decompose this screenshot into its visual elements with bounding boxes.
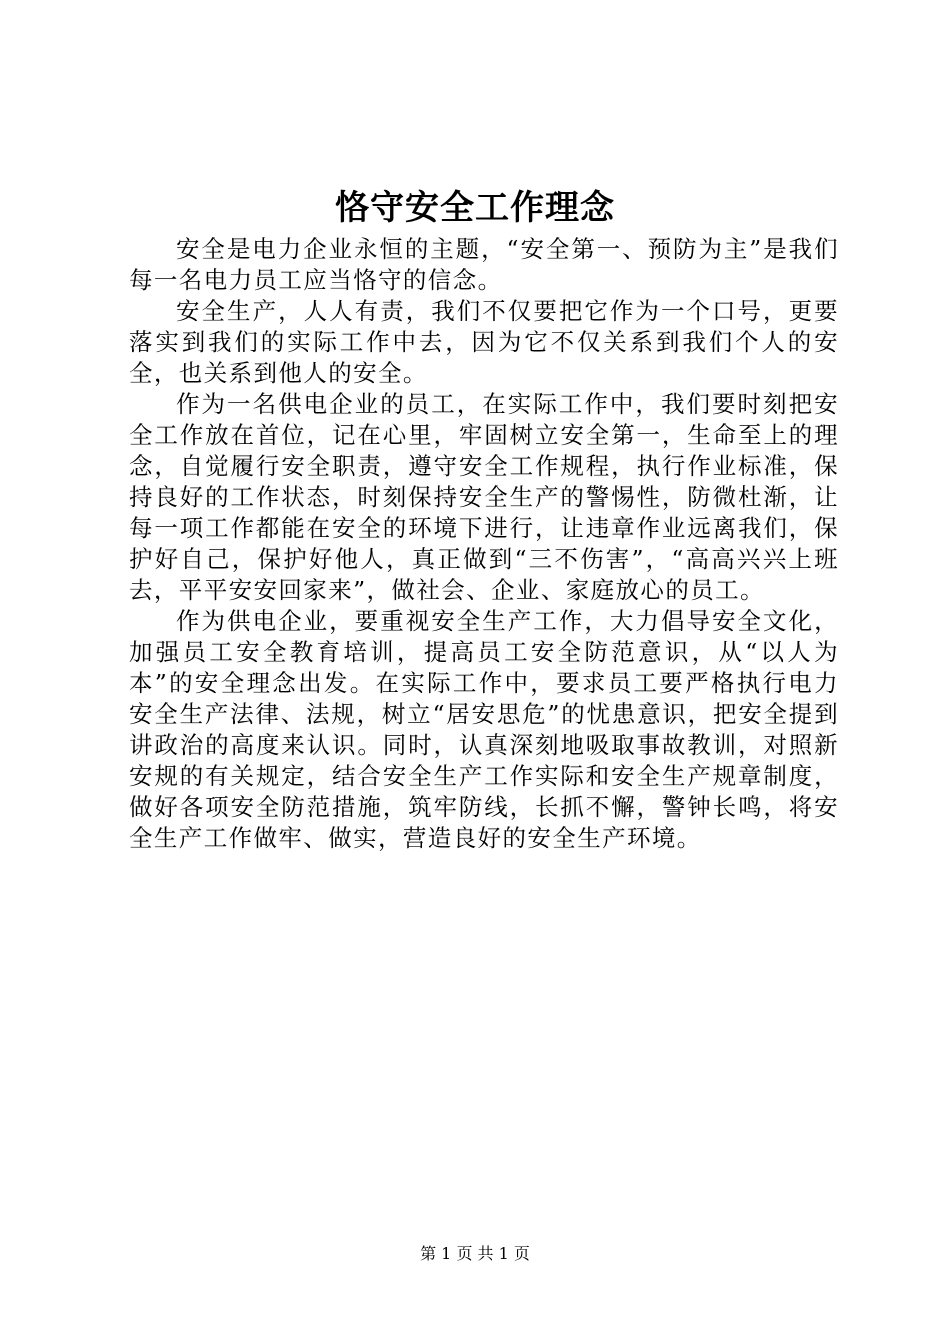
document-body (129, 234, 839, 854)
paragraph-3: 作为一名供电企业的员工，在实际工作中，我们要时刻把安全工作放在首位，记在心里，牢固树立安全第一，生命至上的理念，自觉履行安全职责，遵守安全工作规程，执行作业标准，保持良好的工作状态，时刻保持安全生产的警惕性，防微杜渐，让每一项工作都能在安全的环境下进行，让违章作业远离我们，保护好自己，保护好他人，真正做到“三不伤害”，“高高兴兴上班去，平平安安回家来”，做社会、企业、家庭放心的员工。 (129, 390, 839, 604)
paragraph-2: 安全生产，人人有责，我们不仅要把它作为一个口号，更要落实到我们的实际工作中去，因为它不仅关系到我们个人的安全，也关系到他人的安全。 (129, 297, 839, 387)
paragraph-1: 安全是电力企业永恒的主题，“安全第一、预防为主”是我们每一名电力员工应当恪守的信念。 (129, 235, 839, 294)
document-title: 恪守安全工作理念 (335, 188, 615, 228)
page-footer: 第 1 页 共 1 页 (420, 1244, 530, 1263)
paragraph-4: 作为供电企业，要重视安全生产工作，大力倡导安全文化，加强员工安全教育培训，提高员工安全防范意识，从“以人为本”的安全理念出发。在实际工作中，要求员工要严格执行电力安全生产法律、法规，树立“居安思危”的忧患意识，把安全提到讲政治的高度来认识。同时，认真深刻地吸取事故教训，对照新安规的有关规定，结合安全生产工作实际和安全生产规章制度，做好各项安全防范措施，筑牢防线，长抓不懈，警钟长鸣，将安全生产工作做牢、做实，营造良好的安全生产环境。 (129, 607, 839, 852)
